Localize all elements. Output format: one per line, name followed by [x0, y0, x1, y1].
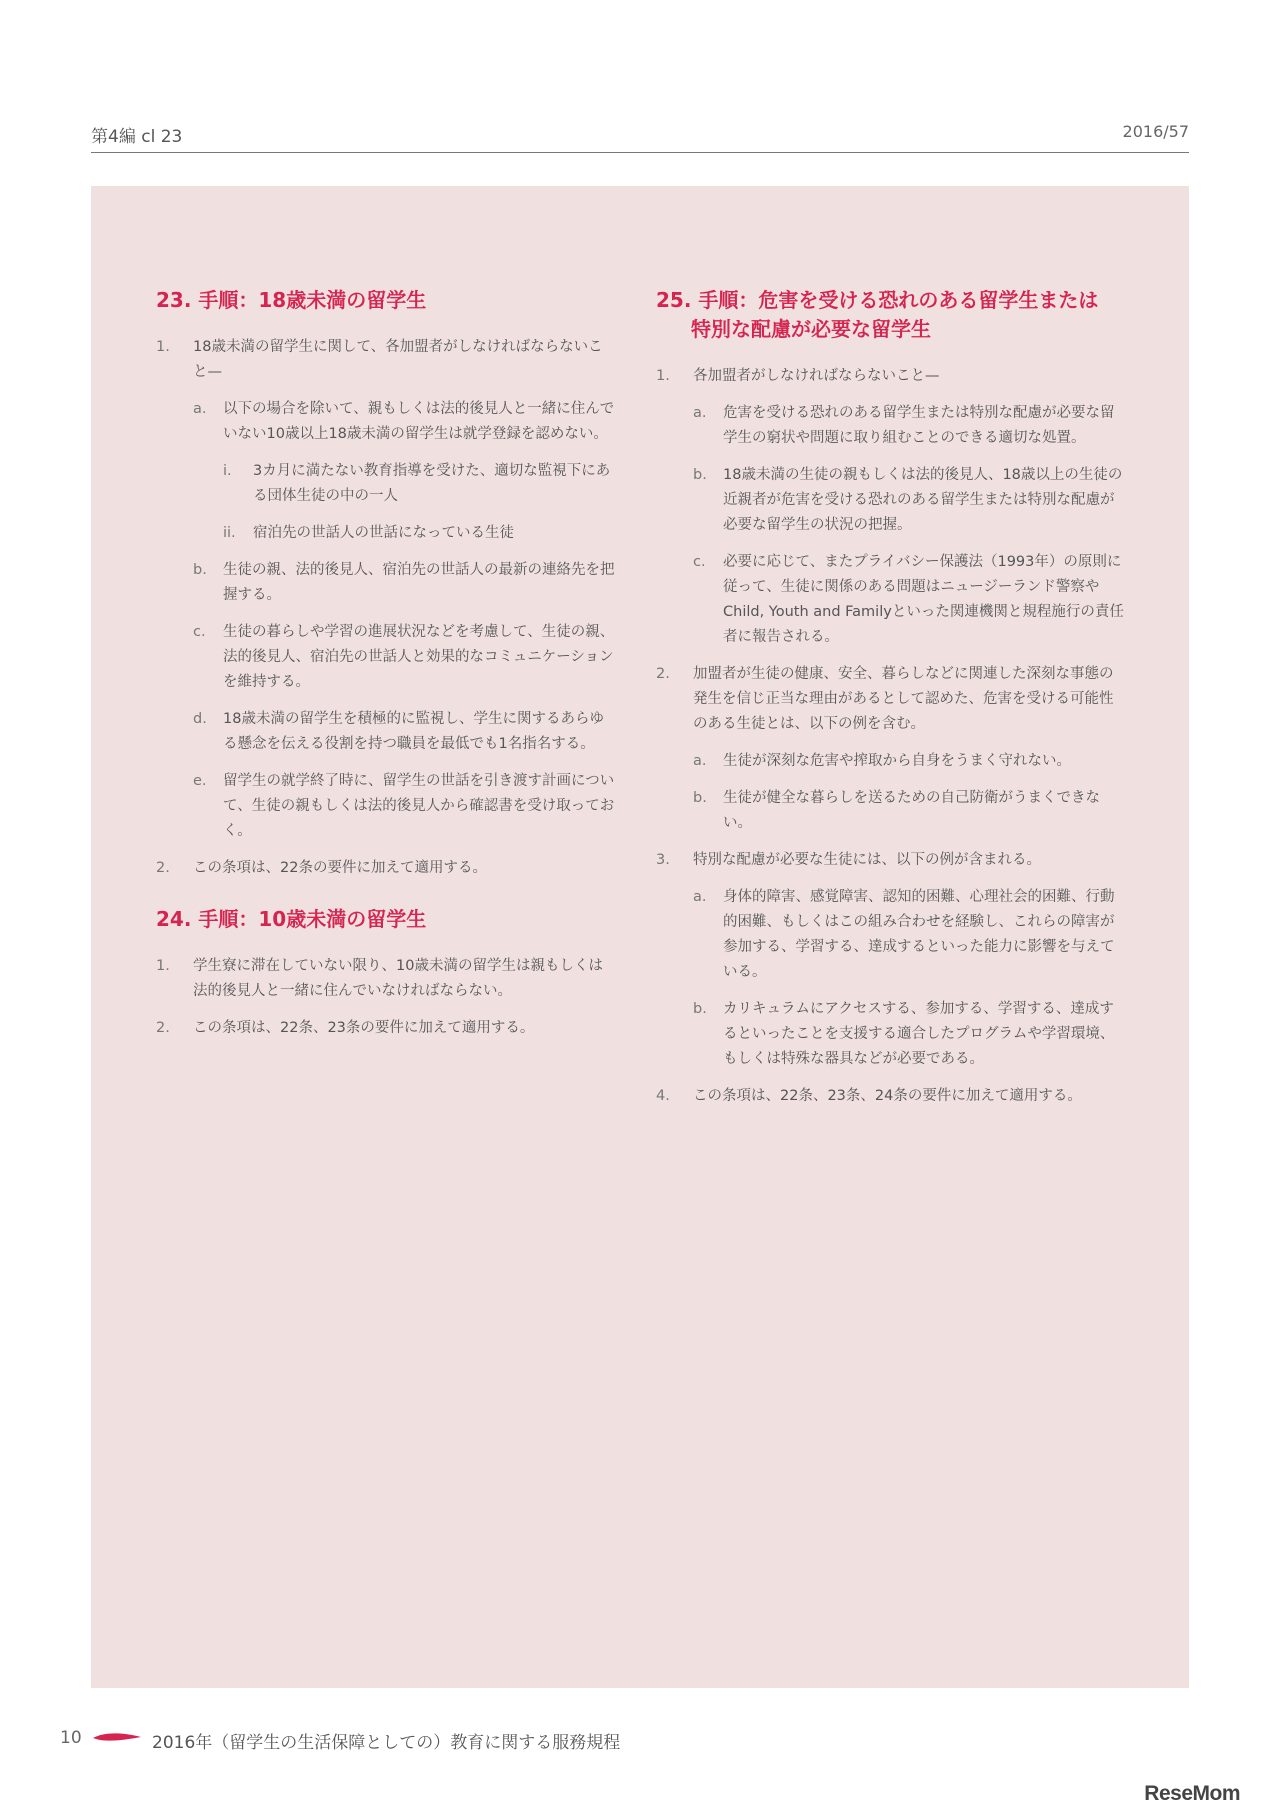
swoosh-logo-icon — [92, 1731, 142, 1745]
list-item — [156, 459, 616, 509]
right-column — [656, 286, 1126, 1121]
section-25-title-line1: 25. 手順：危害を受ける恐れのある留学生または — [656, 288, 1099, 312]
item-text: この条項は、22条、23条、24条の要件に加えて適用する。 — [693, 1088, 1082, 1104]
item-number: b. — [693, 467, 707, 483]
list-item — [156, 769, 616, 844]
item-text: 加盟者が生徒の健康、安全、暮らしなどに関連した深刻な事態の発生を信じ正当な理由があるとして認めた、危害を受ける可能性のある生徒とは、以下の例を含む。 — [693, 666, 1114, 732]
item-text: 生徒の暮らしや学習の進展状況などを考慮して、生徒の親、法的後見人、宿泊先の世話人と効果的なコミュニケーションを維持する。 — [223, 624, 615, 690]
item-text: 生徒の親、法的後見人、宿泊先の世話人の最新の連絡先を把握する。 — [223, 562, 615, 603]
list-item — [656, 364, 1126, 389]
item-number: e. — [193, 773, 207, 789]
item-number: a. — [193, 401, 207, 417]
item-text: 留学生の就学終了時に、留学生の世話を引き渡す計画について、生徒の親もしくは法的後見人から確認書を受け取っておく。 — [223, 773, 615, 839]
item-text: 生徒が深刻な危害や搾取から自身をうまく守れない。 — [723, 753, 1071, 769]
list-item — [656, 463, 1126, 538]
item-number: 1. — [156, 339, 170, 355]
item-text: 18歳未満の留学生に関して、各加盟者がしなければならないこと— — [193, 339, 603, 380]
list-item — [156, 397, 616, 447]
item-text: 以下の場合を除いて、親もしくは法的後見人と一緒に住んでいない10歳以上18歳未満の留学生は就学登録を認めない。 — [223, 401, 615, 442]
page-number: 10 — [60, 1728, 82, 1748]
section-23-title: 23. 手順：18歳未満の留学生 — [156, 288, 427, 312]
item-number: 2. — [156, 860, 170, 876]
item-number: 1. — [156, 958, 170, 974]
page-header — [91, 118, 1189, 153]
footer-title: 2016年（留学生の生活保障としての）教育に関する服務規程 — [152, 1733, 621, 1753]
list-item — [656, 401, 1126, 451]
content-panel — [91, 186, 1189, 1688]
item-text: 各加盟者がしなければならないこと— — [693, 368, 940, 384]
item-text: 宿泊先の世話人の世話になっている生徒 — [253, 525, 514, 541]
list-item — [156, 620, 616, 695]
item-number: b. — [693, 790, 707, 806]
item-text: 3カ月に満たない教育指導を受けた、適切な監視下にある団体生徒の中の一人 — [253, 463, 611, 504]
list-item — [156, 521, 616, 546]
item-number: b. — [193, 562, 207, 578]
list-item — [656, 662, 1126, 737]
item-number: c. — [693, 554, 706, 570]
list-item — [656, 997, 1126, 1072]
header-code: 2016/57 — [1122, 122, 1189, 141]
item-number: 1. — [656, 368, 670, 384]
item-text: 18歳未満の留学生を積極的に監視し、学生に関するあらゆる懸念を伝える役割を持つ職員を最低でも1名指名する。 — [223, 711, 604, 752]
list-item — [656, 550, 1126, 650]
item-text: 危害を受ける恐れのある留学生または特別な配慮が必要な留学生の窮状や問題に取り組むことのできる適切な処置。 — [723, 405, 1115, 446]
list-item — [156, 558, 616, 608]
item-text: 18歳未満の生徒の親もしくは法的後見人、18歳以上の生徒の近親者が危害を受ける恐れのある留学生または特別な配慮が必要な留学生の状況の把握。 — [723, 467, 1123, 533]
item-number: a. — [693, 753, 707, 769]
item-text: この条項は、22条、23条の要件に加えて適用する。 — [193, 1020, 535, 1036]
item-number: a. — [693, 405, 707, 421]
list-item — [156, 335, 616, 385]
item-number: 4. — [656, 1088, 670, 1104]
list-item — [656, 786, 1126, 836]
item-number: 3. — [656, 852, 670, 868]
item-text: 必要に応じて、またプライバシー保護法（1993年）の原則に従って、生徒に関係のある問題はニュージーランド警察やChild, Youth and Familyといった関連機関と規程施行の責任者に報告される。 — [723, 554, 1124, 645]
item-number: ii. — [223, 525, 236, 541]
list-item — [156, 954, 616, 1004]
section-24-title: 24. 手順：10歳未満の留学生 — [156, 907, 427, 931]
item-number: 2. — [656, 666, 670, 682]
list-item — [656, 848, 1126, 873]
section-25-title — [656, 286, 1126, 344]
left-column — [156, 286, 616, 1053]
list-item — [156, 707, 616, 757]
item-number: i. — [223, 463, 232, 479]
item-text: 学生寮に滞在していない限り、10歳未満の留学生は親もしくは法的後見人と一緒に住んでいなければならない。 — [193, 958, 603, 999]
list-item — [656, 1084, 1126, 1109]
item-number: b. — [693, 1001, 707, 1017]
list-item — [156, 1016, 616, 1041]
section-25-title-line2: 特別な配慮が必要な留学生 — [691, 317, 931, 341]
item-number: a. — [693, 889, 707, 905]
item-number: d. — [193, 711, 207, 727]
item-text: 身体的障害、感覚障害、認知的困難、心理社会的困難、行動的困難、もしくはこの組み合わせを経験し、これらの障害が参加する、学習する、達成するといった能力に影響を与えている。 — [723, 889, 1115, 980]
item-text: この条項は、22条の要件に加えて適用する。 — [193, 860, 487, 876]
list-item — [656, 749, 1126, 774]
item-text: 生徒が健全な暮らしを送るための自己防衛がうまくできない。 — [723, 790, 1100, 831]
item-number: c. — [193, 624, 206, 640]
item-text: 特別な配慮が必要な生徒には、以下の例が含まれる。 — [693, 852, 1041, 868]
header-section-ref: 第4編 cl 23 — [91, 127, 183, 147]
list-item — [156, 856, 616, 881]
resemom-logo: ReseMom — [1144, 1782, 1240, 1805]
item-text: カリキュラムにアクセスする、参加する、学習する、達成するといったことを支援する適合したプログラムや学習環境、もしくは特殊な器具などが必要である。 — [723, 1001, 1115, 1067]
item-number: 2. — [156, 1020, 170, 1036]
list-item — [656, 885, 1126, 985]
